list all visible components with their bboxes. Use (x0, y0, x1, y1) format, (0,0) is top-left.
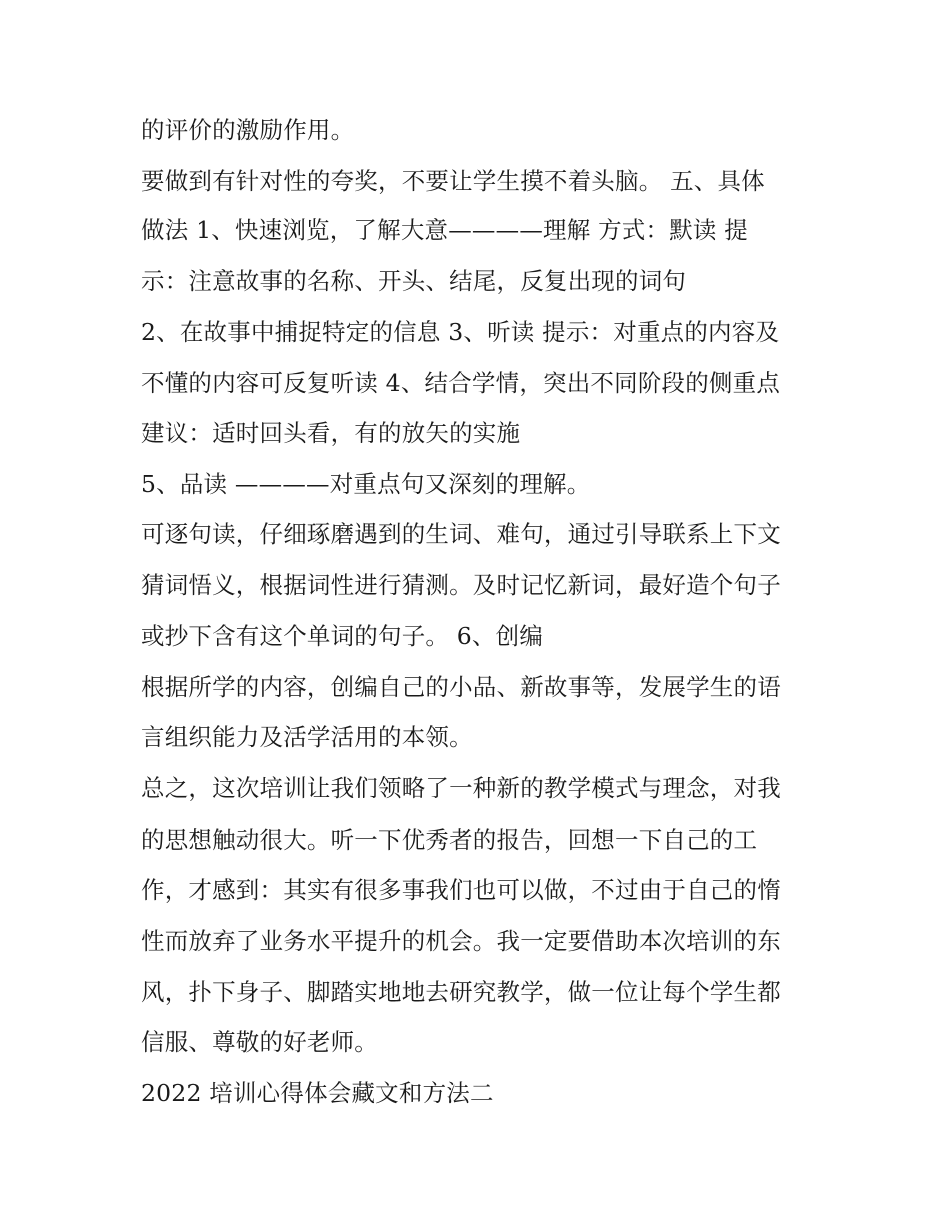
section-heading: 2022 培训心得体会藏文和方法二 (141, 1079, 494, 1107)
paragraph-line: 可逐句读，仔细琢磨遇到的生词、难句，通过引导联系上下文 (141, 520, 781, 548)
paragraph-line: 作，才感到：其实有很多事我们也可以做，不过由于自己的惰 (141, 876, 781, 904)
paragraph-line: 不懂的内容可反复听读 4、结合学情，突出不同阶段的侧重点 (141, 369, 781, 397)
paragraph-line: 示：注意故事的名称、开头、结尾，反复出现的词句 (141, 267, 687, 295)
paragraph-line: 的评价的激励作用。 (141, 116, 355, 144)
paragraph-line: 2、在故事中捕捉特定的信息 3、听读 提示：对重点的内容及 (141, 318, 780, 346)
paragraph-line: 风，扑下身子、脚踏实地地去研究教学，做一位让每个学生都 (141, 978, 781, 1006)
paragraph-line: 根据所学的内容，创编自己的小品、新故事等，发展学生的语 (141, 673, 781, 701)
paragraph-line: 建议：适时回头看，有的放矢的实施 (141, 419, 521, 447)
paragraph-line: 5、品读 ————对重点句又深刻的理解。 (141, 470, 591, 498)
paragraph-line: 性而放弃了业务水平提升的机会。我一定要借助本次培训的东 (141, 927, 781, 955)
paragraph-line: 言组织能力及活学活用的本领。 (141, 723, 473, 751)
paragraph-line: 或抄下含有这个单词的句子。 6、创编 (141, 622, 544, 650)
paragraph-line: 信服、尊敬的好老师。 (141, 1028, 378, 1056)
paragraph-line: 要做到有针对性的夸奖，不要让学生摸不着头脑。 五、具体 (141, 167, 765, 195)
paragraph-line: 猜词悟义，根据词性进行猜测。及时记忆新词，最好造个句子 (141, 571, 781, 599)
paragraph-line: 做法 1、快速浏览，了解大意————理解 方式：默读 提 (141, 216, 748, 244)
paragraph-line: 总之，这次培训让我们领略了一种新的教学模式与理念，对我 (141, 774, 781, 802)
paragraph-line: 的思想触动很大。听一下优秀者的报告，回想一下自己的工 (141, 826, 758, 854)
